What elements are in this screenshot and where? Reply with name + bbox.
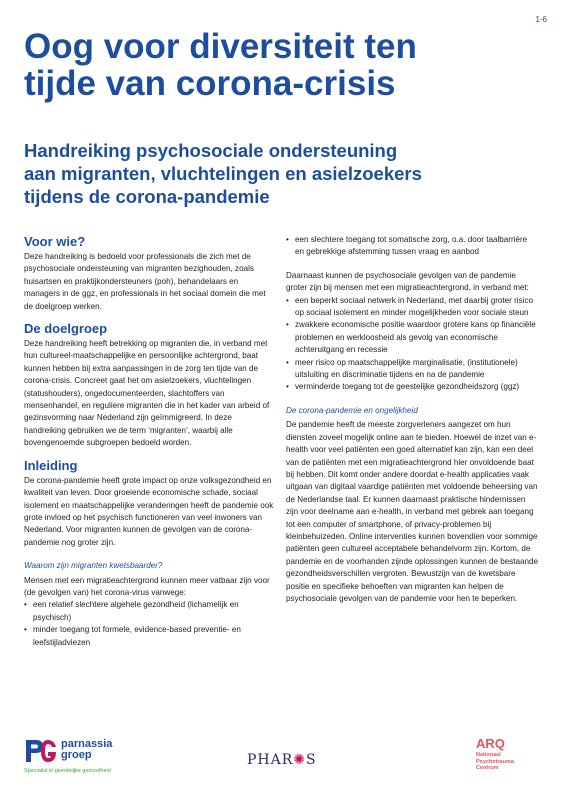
inleiding-heading: Inleiding	[24, 457, 78, 473]
psychosociaal-intro: Daarnaast kunnen de psychosociale gevolgen van de pandemie groter zijn bij mensen met een migratieachtergrond, in verband met:	[286, 270, 529, 293]
pg-tagline: Specialist in geestelijke gezondheid	[24, 768, 111, 774]
ongelijkheid-text: De pandemie heeft de meeste zorgverleners aangezet om hun diensten zoveel mogelijk online aan te bieden. Hoewel de inzet van e-health voor veel patiënten een goed alternatief kan zijn, kan een deel van de patiënten met een migratieachtergrond hier onvoldoende baat bij hebben. Dit komt onder andere doordat e-health applicaties vaak uitgaan van digitaal vaardige patiënten met voldoende beheersing van de Nederlandse taal. Er kunnen daarnaast praktische hindernissen zijn voor deelname aan e-health, in verband met gebrek aan toegang tot een computer of smartphone, of privacy-problemen bij kleinbehuizeden. Online interventies kunnen bovendien voor sommige patiënten geen cultureel acceptabele behandelvorm zijn. Kortom, de pandemie en de voorhanden zijnde oplossingen kunnen de bestaande gezondheidsverschillen vergroten. Bewustzijn van de kwetsbare positie en specifieke behoeften van migranten kan helpen de psychosociale gevolgen van de pandemie voor hen te beperken.	[286, 420, 539, 603]
pg-name-line-1: parnassia	[61, 738, 113, 750]
pharos-logo	[247, 752, 317, 768]
subtitle-line-1: Handreiking psychosociale ondersteuning	[24, 140, 398, 161]
pg-name	[61, 739, 112, 761]
pharos-text-right: S	[306, 752, 317, 768]
pg-monogram-icon	[24, 738, 58, 764]
list-item: • verminderde toegang tot de geestelijke gezondheidszorg (ggz)	[286, 381, 538, 393]
list-item: • meer risico op maatschappelijke marginalisatie, (institutionele) uitsluiting en discriminatie tijdens en na de pandemie	[286, 357, 538, 382]
subtitle-line-2: aan migranten, vluchtelingen en asielzoekers	[24, 163, 422, 184]
arq-sub-line-2: Psychotrauma	[476, 758, 514, 765]
ongelijkheid-heading: De corona-pandemie en ongelijkheid	[286, 405, 418, 415]
title-line-2: tijde van corona-crisis	[24, 64, 396, 103]
list-item: • een beperkt sociaal netwerk in Nederland, met daarbij groter risico op sociaal isolement en minder mogelijkheden voor sociale steun	[286, 295, 538, 320]
continued-list	[286, 234, 538, 259]
pharos-text-left: PHAR	[247, 752, 294, 768]
left-column	[24, 234, 274, 649]
right-column	[286, 234, 538, 605]
arq-name: ARQ	[476, 736, 505, 751]
inleiding-text: De corona-pandemie heeft grote impact op onze volksgezondheid en kwaliteit van leven. Door groeiende economische schade, sociaal isolement en maatschappelijke veranderingen heeft de pandemie ook grote invloed op het psychisch functioneren van veel inwoners van Nederland. Voor migranten kunnen de gevolgen van de corona-pandemie nog groter zijn.	[24, 475, 274, 547]
footer-logos	[0, 730, 561, 788]
voor-wie-heading: Voor wie?	[24, 234, 86, 249]
arq-logo	[476, 736, 514, 772]
page-number: 1-6	[535, 15, 547, 24]
pg-name-line-2: groep	[61, 749, 92, 761]
kwetsbaar-heading: Waarom zijn migranten kwetsbaarder?	[24, 561, 163, 571]
arq-sub-line-1: Nationaal	[476, 752, 501, 758]
list-item: • een relatief slechtere algehele gezondheid (lichamelijk en psychisch)	[24, 599, 274, 624]
list-item: • zwakkere economische positie waardoor grotere kans op financiële problemen en werkloosheid als gevolg van economische achteruitgang en recessie	[286, 319, 538, 356]
arq-sub-line-3: Centrum	[476, 765, 499, 771]
title-line-1: Oog voor diversiteit ten	[24, 27, 417, 66]
arq-subtitle	[476, 752, 514, 772]
kwetsbaar-list	[24, 599, 274, 649]
kwetsbaar-text: Mensen met een migratieachtergrond kunnen meer vatbaar zijn voor (de gevolgen van) het corona-virus vanwege:	[24, 575, 270, 597]
doelgroep-text: Deze handreiking heeft betrekking op migranten die, in verband met hun cultureel-maatschappelijke en persoonlijke achtergrond, baat kunnen hebben bij extra aanpassingen in de zorg ten tijde van de corona-crisis. Concreet gaat het om asielzoekers, vluchtelingen (statushouders), ongedocumenteerden, slachtoffers van mensenhandel, en reguliere migranten die in het kader van arbeid of gezinsvorming naar Nederland zijn geïmmigreerd. In deze handreiking gebruiken we de term ‘migranten’, waarbij alle bovengenoemde subgroepen bedoeld worden.	[24, 339, 270, 448]
page-title	[24, 28, 544, 102]
list-item: • een slechtere toegang tot somatische zorg, o.a. door taalbarrière en gebrekkige afstemming tussen vraag en aanbod	[286, 234, 538, 259]
doelgroep-heading: De doelgroep	[24, 321, 108, 337]
pharos-burst-icon: ✺	[293, 752, 307, 768]
psychosociaal-list	[286, 295, 538, 394]
list-item: • minder toegang tot formele, evidence-based preventie- en leefstijladviezen	[24, 624, 274, 649]
voor-wie-text: Deze handreiking is bedoeld voor professionals die zich met de psychosociale ondersteuning van migranten bezighouden, zoals huisartsen en praktijkondersteuners (poh), behandelaars en managers in de ggz, en professionals in het sociaal domein die met de doelgroep werken.	[24, 252, 266, 311]
subtitle-line-3: tijdens de corona-pandemie	[24, 186, 270, 207]
page-subtitle	[24, 139, 544, 208]
